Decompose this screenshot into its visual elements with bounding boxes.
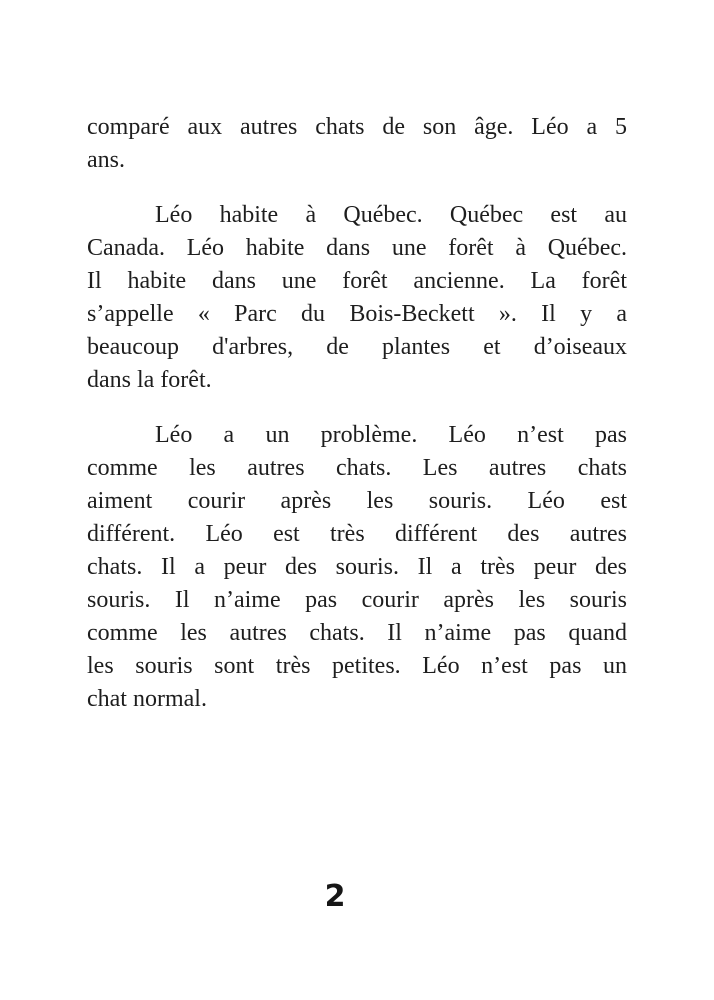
text-line: beaucoup d'arbres, de plantes et d’oiseaux [87,334,627,360]
paragraph [87,111,627,177]
story-text [87,111,627,716]
text-line: Il habite dans une forêt ancienne. La forêt [87,268,627,294]
text-line: comparé aux autres chats de son âge. Léo a 5 [87,114,627,140]
page-number: 2 [324,879,346,914]
text-line: Léo a un problème. Léo n’est pas [155,422,627,448]
text-line: Léo habite à Québec. Québec est au [155,202,627,228]
text-line: ans. [87,147,125,173]
text-line: s’appelle « Parc du Bois-Beckett ». Il y a [87,301,627,327]
text-line: chats. Il a peur des souris. Il a très peur des [87,554,627,580]
text-line: chat normal. [87,686,207,712]
text-line: aiment courir après les souris. Léo est [87,488,627,514]
paragraph [87,419,627,716]
text-line: les souris sont très petites. Léo n’est pas un [87,653,627,679]
text-line: dans la forêt. [87,367,212,393]
text-line: souris. Il n’aime pas courir après les souris [87,587,627,613]
paragraph [87,199,627,397]
text-line: comme les autres chats. Il n’aime pas quand [87,620,627,646]
text-line: différent. Léo est très différent des autres [87,521,627,547]
text-line: comme les autres chats. Les autres chats [87,455,627,481]
text-line: Canada. Léo habite dans une forêt à Québec. [87,235,627,261]
